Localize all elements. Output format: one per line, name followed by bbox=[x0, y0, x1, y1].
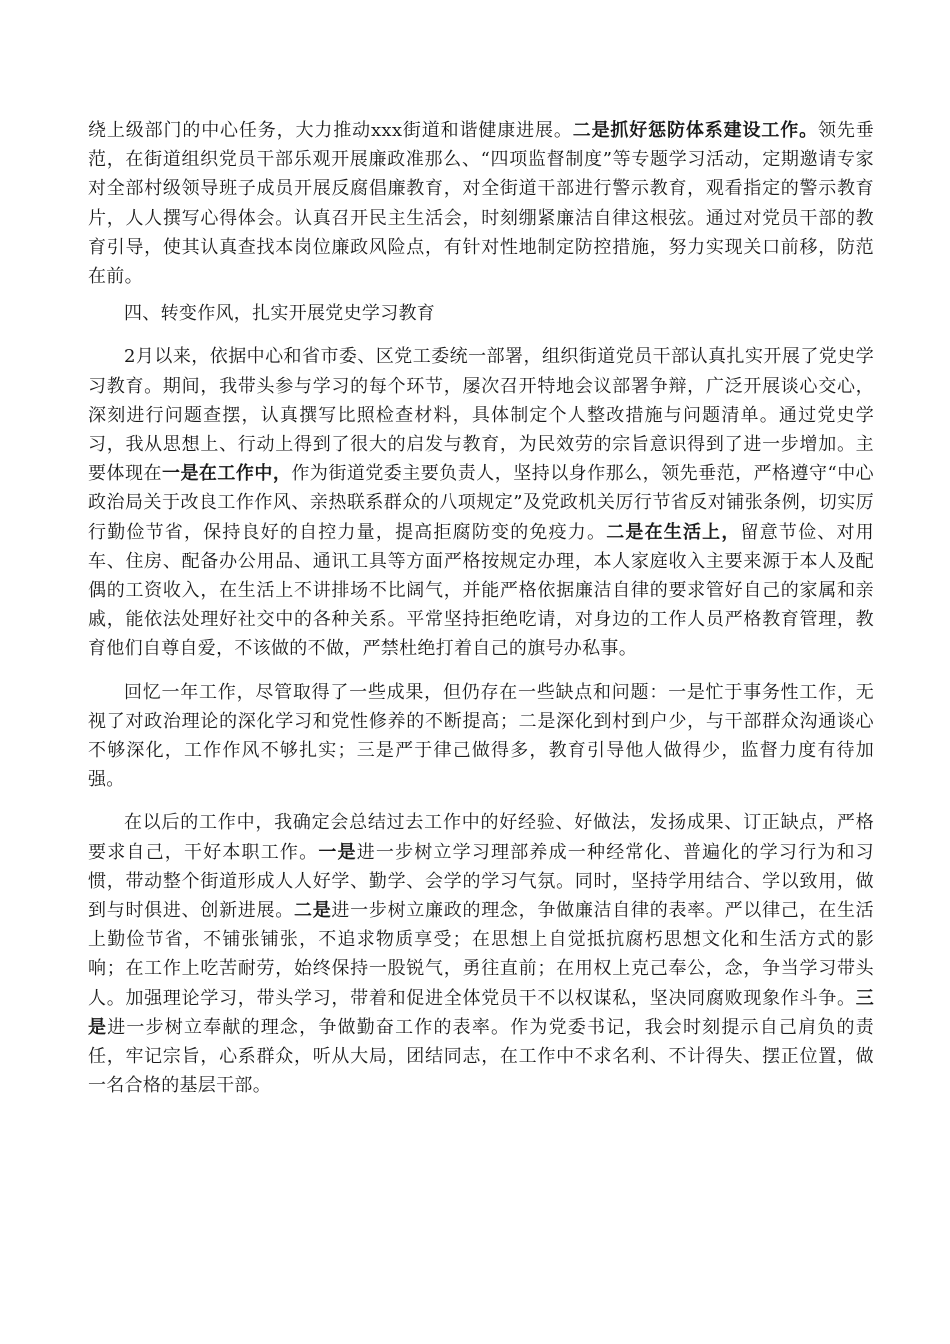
paragraph-text: 进一步树立廉政的理念，争做廉洁自律的表率。严以律己，在生活上勤俭节省，不铺张铺张，不追求物质享受；在思想上自觉抵抗腐朽思想文化和生活方式的影响；在工作上吃苦耐劳，始终保持一股锐气，勇往直前；在用权上克己奉公，念，争当学习带头人。加强理论学习，带头学习，带着和促进全体党员干不以权谋私，坚决同腐败现象作斗争。 bbox=[88, 900, 874, 1009]
paragraph-anti-corruption bbox=[88, 116, 874, 291]
paragraph-party-history bbox=[88, 342, 874, 663]
bold-phrase: 一是在工作中， bbox=[161, 463, 292, 485]
paragraph-text: 留意节俭、对用车、住房、配备办公用品、通讯工具等方面严格按规定办理，本人家庭收入主要来源于本人及配偶的工资收入，在生活上不讲排场不比阔气，并能严格依据廉洁自律的要求管好自己的家属和亲戚，能依法处理好社交中的各种关系。平常坚持拒绝吃请，对身边的工作人员严格教育管理，教育他们自尊自爱，不该做的不做，严禁杜绝打着自己的旗号办私事。 bbox=[88, 521, 874, 660]
bold-phrase: 二是 bbox=[293, 900, 332, 922]
section-heading-four: 四、转变作风，扎实开展党史学习教育 bbox=[124, 303, 436, 325]
paragraph-text: 绕上级部门的中心任务，大力推动xxx街道和谐健康进展。 bbox=[88, 120, 573, 141]
paragraph-text: 领先垂范，在街道组织党员干部乐观开展廉政准那么、“四项监督制度”等专题学习活动，定期邀请专家对全部村级领导班子成员开展反腐倡廉教育，对全街道干部进行警示教育，观看指定的警示教育片，人人撰写心得体会。认真召开民主生活会，时刻绷紧廉洁自律这根弦。通过对党员干部的教育引导，使其认真查找本岗位廉政风险点，有针对性地制定防控措施，努力实现关口前移，防范在前。 bbox=[88, 120, 875, 288]
bold-phrase: 三是 bbox=[88, 987, 874, 1038]
paragraph-text: 2月以来，依据中心和省市委、区党工委统一部署，组织街道党员干部认真扎实开展了党史学习教育。期间，我带头参与学习的每个环节，屡次召开特地会议部署争辩，广泛开展谈心交心，深刻进行问题查摆，认真撰写比照检查材料，具体制定个人整改措施与问题清单。通过党史学习，我从思想上、行动上得到了很大的启发与教育，为民效劳的宗旨意识得到了进一步增加。主要体现在 bbox=[88, 346, 874, 485]
bold-phrase: 一是 bbox=[318, 841, 357, 863]
bold-phrase: 二是抓好惩防体系建设工作。 bbox=[572, 120, 818, 141]
document-page bbox=[88, 116, 874, 1101]
bold-phrase: 二是在生活上， bbox=[606, 521, 741, 543]
paragraph-text: 在以后的工作中，我确定会总结过去工作中的好经验、好做法，发扬成果、订正缺点，严格要求自己，干好本职工作。 bbox=[88, 812, 874, 863]
paragraph-future-work bbox=[88, 808, 874, 1100]
paragraph-shortcomings: 回忆一年工作，尽管取得了一些成果，但仍存在一些缺点和问题：一是忙于事务性工作，无视了对政治理论的深化学习和党性修养的不断提高；二是深化到村到户少，与干部群众沟通谈心不够深化，工作作风不够扎实；三是严于律己做得多，教育引导他人做得少，监督力度有待加强。 bbox=[88, 681, 874, 791]
paragraph-text: 进一步树立学习理部养成一种经常化、普遍化的学习行为和习惯，带动整个街道形成人人好学、勤学、会学的学习气氛。同时，坚持学用结合、学以致用，做到与时俱进、创新进展。 bbox=[88, 841, 874, 922]
paragraph-text: 进一步树立奉献的理念，争做勤奋工作的表率。作为党委书记，我会时刻提示自己肩负的责任，牢记宗旨，心系群众，听从大局，团结同志，在工作中不求名利、不计得失、摆正位置，做一名合格的基层干部。 bbox=[88, 1016, 874, 1097]
paragraph-text: 作为街道党委主要负责人，坚持以身作那么，领先垂范，严格遵守“中心政治局关于改良工作作风、亲热联系群众的八项规定”及党政机关厉行节省反对铺张条例，切实厉行勤俭节省，保持良好的自控力量，提高拒腐防变的免疫力。 bbox=[88, 463, 874, 543]
